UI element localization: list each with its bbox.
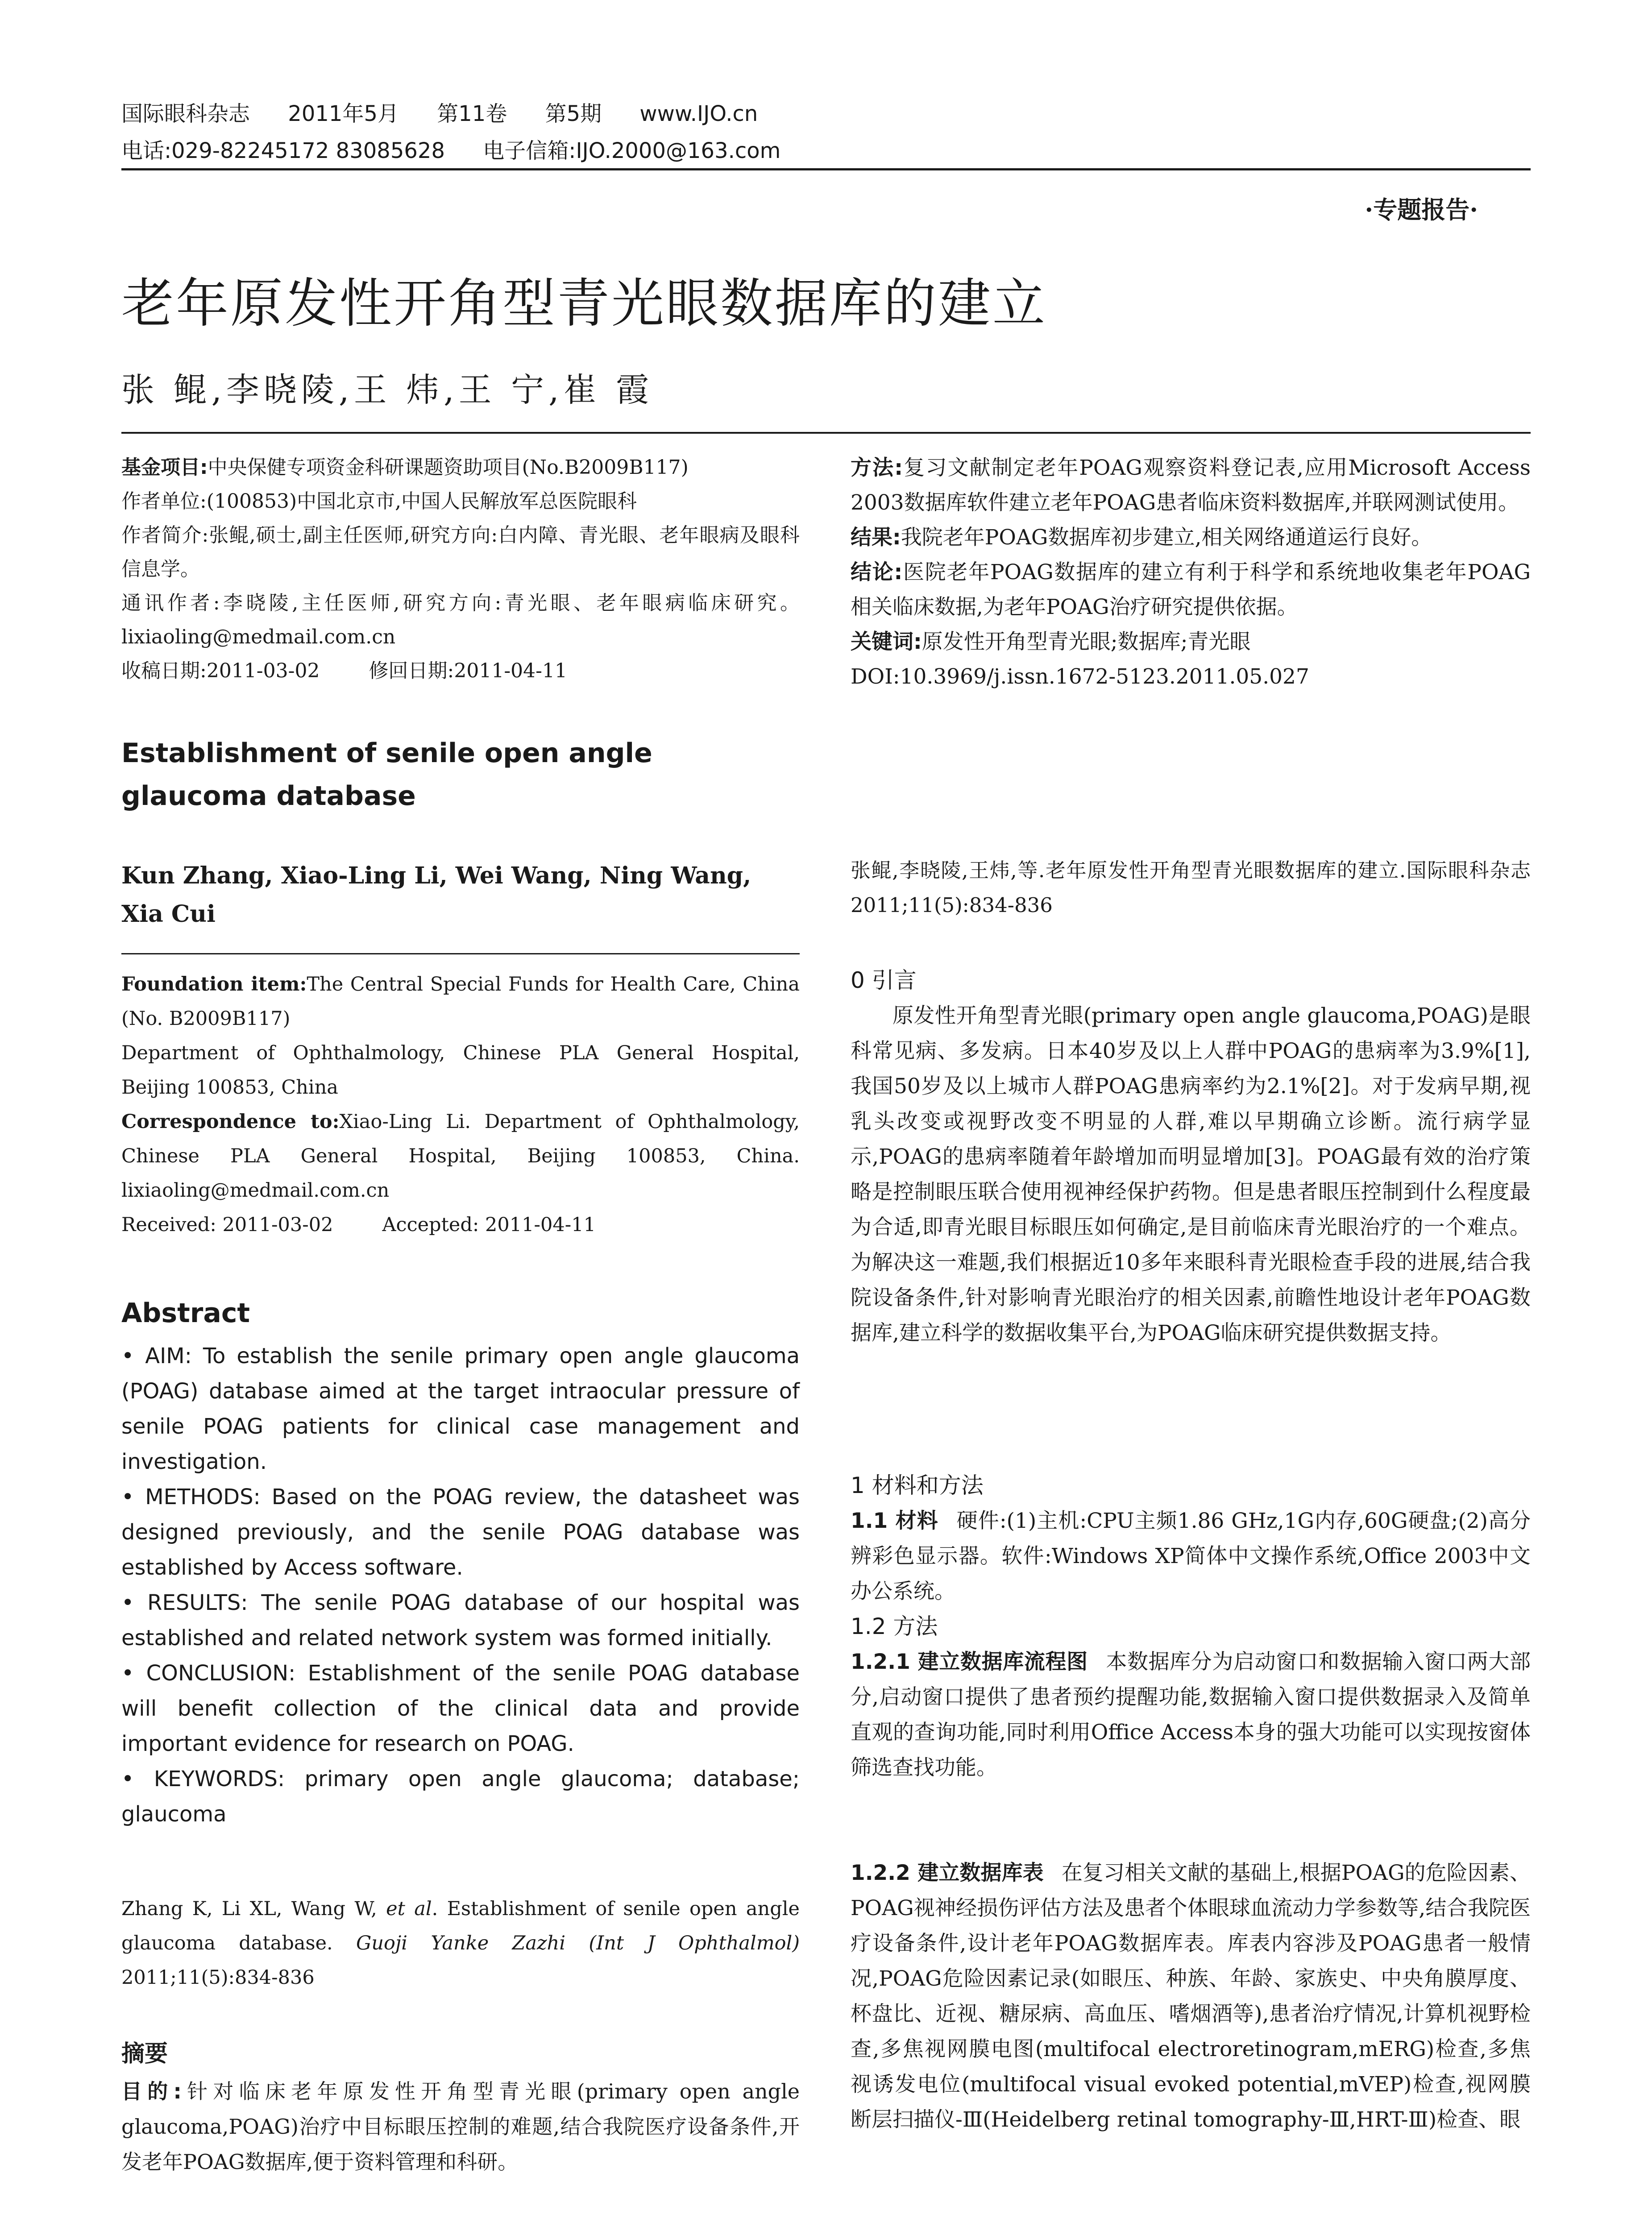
method-label-cn: 方法: [851,456,903,480]
issue-date: 2011年5月 [288,101,399,126]
concl-label-cn: 结论: [851,560,903,585]
abstract-cn-block [851,451,1531,694]
fund-text: 中央保健专项资金科研课题资助项目(No.B2009B117) [208,456,689,479]
meta-en-block [121,967,800,1242]
section-0-text: 原发性开角型青光眼(primary open angle glaucoma,POAG)是眼科常见病、多发病。日本40岁及以上人群中POAG的患病率为3.9%[1],我国50岁及以上城市人群POAG患病率约为2.1%[2]。对于发病早期,视乳头改变或视野改变不明显的人群,难以早期确立诊断。流行病学显示,POAG的患病率随着年龄增加而明显增加[3]。POAG最有效的治疗策略是控制眼压联合使用视神经保护药物。但是患者眼压控制到什么程度最为合适,即青光眼目标眼压如何确定,是目前临床青光眼治疗的一个难点。为解决这一难题,我们根据近10多年来眼科青光眼检查手段的进展,结合我院设备条件,针对影响青光眼治疗的相关因素,前瞻性地设计老年POAG数据库,建立科学的数据收集平台,为POAG临床研究提供数据支持。 [851,1004,1531,1345]
en-authors-rule [121,953,800,954]
received-en: Received: 2011-03-02 [121,1214,333,1236]
concl-text-cn: 医院老年POAG数据库的建立有利于科学和系统地收集老年POAG相关临床数据,为老年POAG治疗研究提供依据。 [851,560,1531,619]
section-1-2-2-label: 1.2.2 建立数据库表 [851,1861,1044,1885]
abstract-heading-en: Abstract [121,1298,250,1329]
journal-header-line2 [121,136,812,166]
revised-cn: 修回日期:2011-04-11 [369,659,568,682]
meta-cn-block [121,451,800,688]
department-line: Department of Ophthalmology, Chinese PLA General Hospital, Beijing 100853, China [121,1042,800,1099]
title-rule [121,432,1531,434]
kw-text-cn: 原发性开角型青光眼;数据库;青光眼 [921,630,1251,654]
keywords-cn [851,625,1531,659]
abstract-heading-cn: 摘要 [121,2040,168,2067]
abstract-conclusion: • CONCLUSION: Establishment of the senile POAG database will benefit collection of the clinical data and provide important evidence for research on POAG. [121,1661,800,1756]
abstract-aim: • AIM: To establish the senile primary open angle glaucoma (POAG) database aimed at the target intraocular pressure of senile POAG patients for clinical case management and investigation. [121,1344,800,1474]
unit-line: 作者单位:(100853)中国北京市,中国人民解放军总医院眼科 [121,490,637,513]
header-rule [121,168,1531,170]
doi-line: DOI:10.3969/j.issn.1672-5123.2011.05.027 [851,664,1309,689]
issue: 第5期 [545,101,602,126]
journal-name: 国际眼科杂志 [121,101,250,126]
section-1-1-label: 1.1 材料 [851,1509,938,1533]
corr-text-en: Xiao-Ling Li. Department of Ophthalmology, Chinese PLA General Hospital, Beijing 100853, China. lixiaoling@medmail.com.cn [121,1111,800,1202]
volume: 第11卷 [437,101,507,126]
abstract-results: • RESULTS: The senile POAG database of our hospital was established and related network system was formed initially. [121,1590,800,1650]
article-title-cn: 老年原发性开角型青光眼数据库的建立 [121,273,1047,334]
section-1-2-2 [851,1855,1531,2137]
journal-website: www.IJO.cn [639,101,758,126]
journal-header-line1 [121,99,789,129]
citation-etal: et al [386,1898,432,1920]
abstract-keywords: • KEYWORDS: primary open angle glaucoma; database; glaucoma [121,1767,800,1827]
result-cn [851,520,1531,555]
citation-ref: 2011;11(5):834-836 [121,1966,315,1989]
correspondence-line [121,1105,800,1208]
dates-en-line [121,1208,800,1242]
authors-en: Kun Zhang, Xiao-Ling Li, Wei Wang, Ning Wang, Xia Cui [121,862,751,928]
section-1-1-text: 硬件:(1)主机:CPU主频1.86 GHz,1G内存,60G硬盘;(2)高分辨彩色显示器。软件:Windows XP简体中文操作系统,Office 2003中文办公系统。 [851,1509,1531,1604]
corr-label-en: Correspondence to: [121,1111,340,1133]
section-1-title: 1 材料和方法 [851,1472,984,1498]
section-1-2-1-text: 本数据库分为启动窗口和数据输入窗口两大部分,启动窗口提供了患者预约提醒功能,数据输入窗口提供数据录入及简单直观的查询功能,同时利用Office Access本身的强大功能可以实现按窗体筛选查找功能。 [851,1650,1531,1780]
section-1-2-1 [851,1644,1531,1785]
result-text-cn: 我院老年POAG数据库初步建立,相关网络通道运行良好。 [901,525,1432,550]
abstract-methods: • METHODS: Based on the POAG review, the datasheet was designed previously, and the senile POAG database was established by Access software. [121,1485,800,1580]
citation-authors: Zhang K, Li XL, Wang W, [121,1898,386,1920]
journal-email: 电子信箱:IJO.2000@163.com [483,138,781,163]
foundation-label: Foundation item: [121,973,307,995]
section-0-body [851,998,1531,1351]
abstract-cn-aim [121,2074,800,2180]
accepted-en: Accepted: 2011-04-11 [382,1214,596,1236]
method-cn [851,451,1531,520]
section-1-2-1-label: 1.2.1 建立数据库流程图 [851,1650,1088,1674]
fund-line [121,451,800,485]
journal-phone: 电话:029-82245172 83085628 [121,138,445,163]
foundation-text: The Central Special Funds for Health Care, China (No. B2009B117) [121,973,800,1030]
fund-label: 基金项目: [121,456,208,479]
bio-line: 作者简介:张鲲,硕士,副主任医师,研究方向:白内障、青光眼、老年眼病及眼科信息学。 [121,524,800,581]
section-1-2-2-text: 在复习相关文献的基础上,根据POAG的危险因素、POAG视神经损伤评估方法及患者个体眼球血流动力学参数等,结合我院医疗设备条件,设计老年POAG数据库表。库表内容涉及POAG患者一般情况,POAG危险因素记录(如眼压、种族、年龄、家族史、中央角膜厚度、杯盘比、近视、糖尿病、高血压、嗜烟酒等),患者治疗情况,计算机视野检查,多焦视网膜电图(multifocal electroretinogram,mERG)检查,多焦视诱发电位(multifocal visual evoked potential,mVEP)检查,视网膜断层扫描仪-Ⅲ(Heidelberg retinal tomography-Ⅲ,HRT-Ⅲ)检查、眼 [851,1861,1531,2132]
citation-title: . Establishment of senile open angle glaucoma database. [121,1898,800,1954]
abstract-en-block [121,1339,800,1832]
authors-cn: 张 鲲,李晓陵,王 炜,王 宁,崔 霞 [121,371,654,409]
foundation-line [121,967,800,1036]
received-cn: 收稿日期:2011-03-02 [121,659,320,682]
citation-cn: 张鲲,李晓陵,王炜,等.老年原发性开角型青光眼数据库的建立.国际眼科杂志 2011;11(5):834-836 [851,858,1531,917]
corr-line: 通讯作者:李晓陵,主任医师,研究方向:青光眼、老年眼病临床研究。lixiaoling@medmail.com.cn [121,592,800,648]
aim-label-cn: 目的: [121,2079,182,2103]
article-title-en: Establishment of senile open angle glaucoma database [121,738,652,812]
result-label-cn: 结果: [851,525,901,550]
column-label: ·专题报告· [1365,195,1478,224]
section-1-1 [851,1503,1531,1609]
dates-line [121,654,800,688]
section-1-2-title: 1.2 方法 [851,1613,938,1639]
aim-text-cn: 针对临床老年原发性开角型青光眼(primary open angle glaucoma,POAG)治疗中目标眼压控制的难题,结合我院医疗设备条件,开发老年POAG数据库,便于资料管理和科研。 [121,2079,800,2174]
kw-label-cn: 关键词: [851,630,922,654]
citation-en [121,1892,800,1995]
citation-journal: Guoji Yanke Zazhi (Int J Ophthalmol) [356,1932,800,1954]
method-text-cn: 复习文献制定老年POAG观察资料登记表,应用Microsoft Access 2003数据库软件建立老年POAG患者临床资料数据库,并联网测试使用。 [851,456,1531,515]
conclusion-cn [851,555,1531,625]
section-0-title: 0 引言 [851,967,917,993]
